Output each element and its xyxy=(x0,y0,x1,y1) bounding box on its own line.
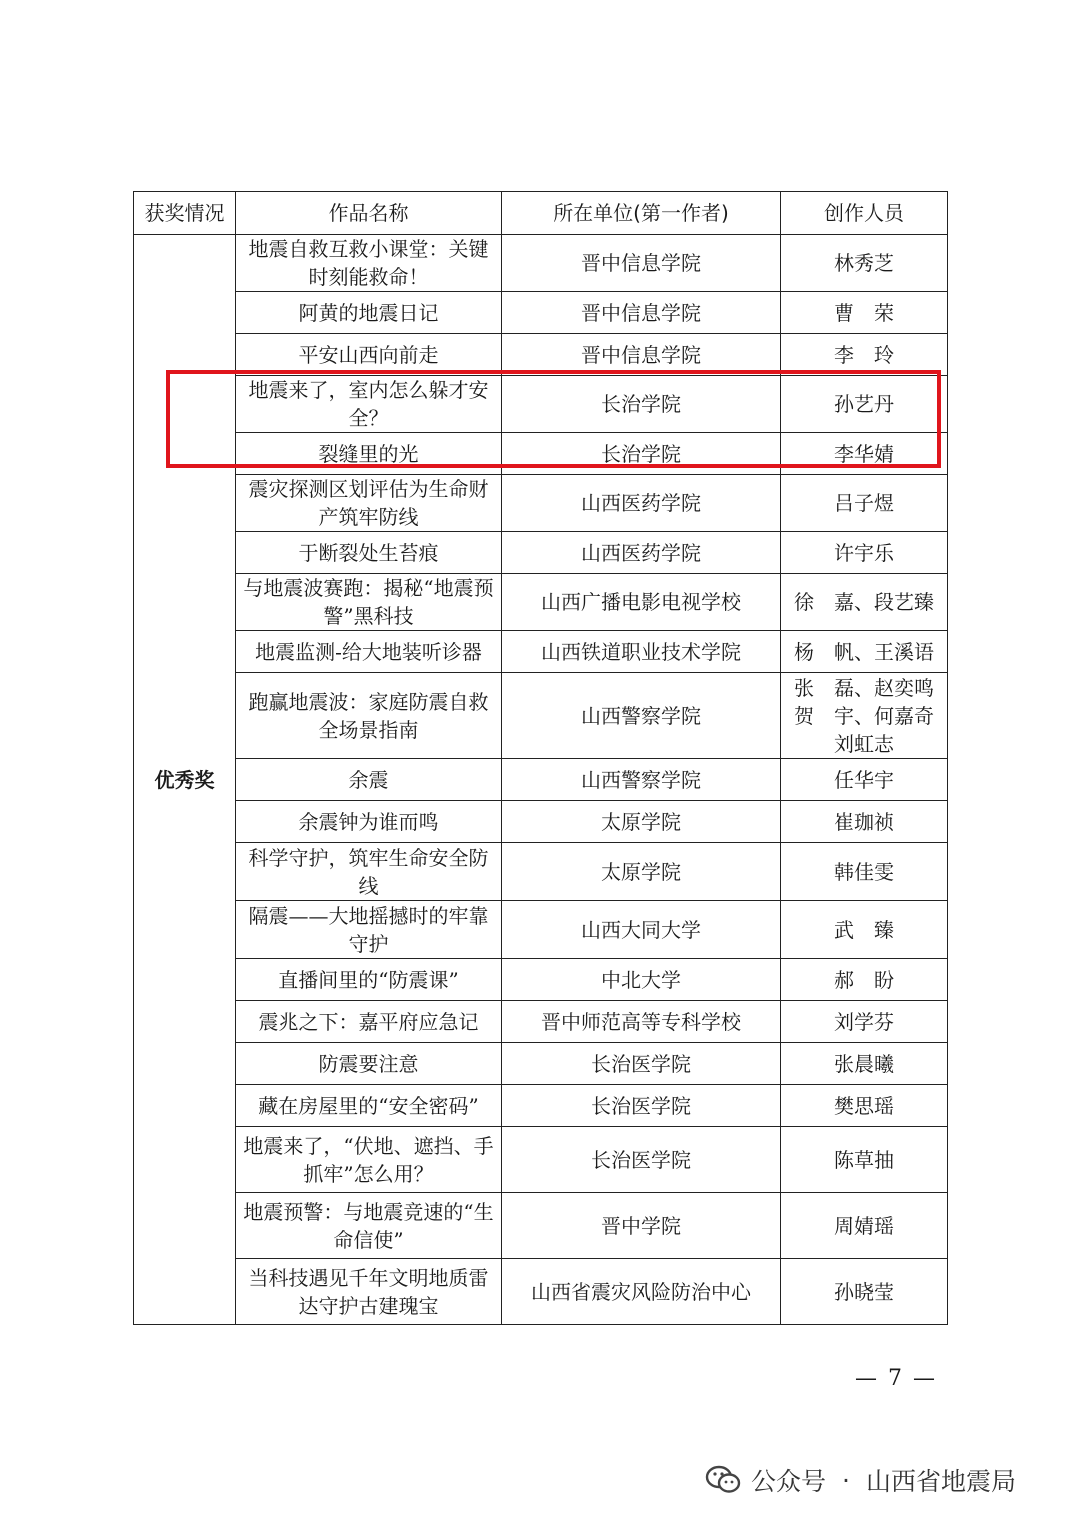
table-row xyxy=(134,673,948,759)
wechat-icon xyxy=(705,1464,743,1496)
award-level-cell: 优秀奖 xyxy=(134,235,236,1325)
authors-cell: 曹 荣 xyxy=(781,292,948,334)
title-cell: 跑赢地震波：家庭防震自救全场景指南 xyxy=(236,673,502,759)
table-body xyxy=(134,235,948,1325)
header-award: 获奖情况 xyxy=(134,192,236,235)
authors-cell: 徐 嘉、段艺臻 xyxy=(781,574,948,631)
header-authors: 创作人员 xyxy=(781,192,948,235)
title-cell: 与地震波赛跑：揭秘“地震预警”黑科技 xyxy=(236,574,502,631)
title-cell: 裂缝里的光 xyxy=(236,433,502,475)
footer-account: 山西省地震局 xyxy=(865,1467,1016,1496)
unit-cell: 山西大同大学 xyxy=(502,901,781,959)
unit-cell: 晋中信息学院 xyxy=(502,292,781,334)
award-table xyxy=(133,191,948,1325)
authors-cell: 许宇乐 xyxy=(781,532,948,574)
title-cell: 科学守护，筑牢生命安全防线 xyxy=(236,843,502,901)
unit-cell: 晋中学院 xyxy=(502,1193,781,1259)
table-row xyxy=(134,801,948,843)
title-cell: 地震自救互救小课堂：关键时刻能救命！ xyxy=(236,235,502,292)
authors-cell: 武 臻 xyxy=(781,901,948,959)
unit-cell: 长治医学院 xyxy=(502,1127,781,1193)
table-row xyxy=(134,475,948,532)
title-cell: 地震预警：与地震竞速的“生命信使” xyxy=(236,1193,502,1259)
footer-separator: · xyxy=(842,1465,850,1495)
table-row xyxy=(134,959,948,1001)
title-cell: 地震监测-给大地装听诊器 xyxy=(236,631,502,673)
authors-cell: 张 磊、赵奕鸣贺 宇、何嘉奇刘虹志 xyxy=(781,673,948,759)
unit-cell: 晋中师范高等专科学校 xyxy=(502,1001,781,1043)
authors-cell: 樊思瑶 xyxy=(781,1085,948,1127)
table-row xyxy=(134,532,948,574)
authors-cell: 崔珈祯 xyxy=(781,801,948,843)
authors-cell: 孙艺丹 xyxy=(781,376,948,433)
title-cell: 地震来了，室内怎么躲才安全？ xyxy=(236,376,502,433)
table-row xyxy=(134,1085,948,1127)
unit-cell: 山西医药学院 xyxy=(502,532,781,574)
authors-cell: 韩佳雯 xyxy=(781,843,948,901)
table-row xyxy=(134,1259,948,1325)
authors-cell: 郝 盼 xyxy=(781,959,948,1001)
unit-cell: 长治学院 xyxy=(502,433,781,475)
authors-cell: 周婧瑶 xyxy=(781,1193,948,1259)
title-cell: 隔震——大地摇撼时的牢靠守护 xyxy=(236,901,502,959)
unit-cell: 长治学院 xyxy=(502,376,781,433)
unit-cell: 山西警察学院 xyxy=(502,759,781,801)
table-row xyxy=(134,292,948,334)
authors-cell: 林秀芝 xyxy=(781,235,948,292)
unit-cell: 太原学院 xyxy=(502,843,781,901)
table-header-row xyxy=(134,192,948,235)
table-row xyxy=(134,759,948,801)
table-row xyxy=(134,574,948,631)
authors-cell: 李 玲 xyxy=(781,334,948,376)
authors-cell: 刘学芬 xyxy=(781,1001,948,1043)
title-cell: 震兆之下：嘉平府应急记 xyxy=(236,1001,502,1043)
header-title: 作品名称 xyxy=(236,192,502,235)
table-row xyxy=(134,376,948,433)
unit-cell: 太原学院 xyxy=(502,801,781,843)
authors-cell: 陈草抽 xyxy=(781,1127,948,1193)
unit-cell: 山西省震灾风险防治中心 xyxy=(502,1259,781,1325)
table-row xyxy=(134,433,948,475)
page-number: — 7 — xyxy=(855,1366,937,1391)
authors-cell: 任华宇 xyxy=(781,759,948,801)
unit-cell: 晋中信息学院 xyxy=(502,334,781,376)
title-cell: 藏在房屋里的“安全密码” xyxy=(236,1085,502,1127)
title-cell: 直播间里的“防震课” xyxy=(236,959,502,1001)
unit-cell: 山西广播电影电视学校 xyxy=(502,574,781,631)
table-row xyxy=(134,843,948,901)
title-cell: 阿黄的地震日记 xyxy=(236,292,502,334)
authors-cell: 吕子煜 xyxy=(781,475,948,532)
table-row xyxy=(134,1043,948,1085)
table-row xyxy=(134,631,948,673)
table-row xyxy=(134,1001,948,1043)
unit-cell: 长治医学院 xyxy=(502,1085,781,1127)
authors-cell: 张晨曦 xyxy=(781,1043,948,1085)
title-cell: 平安山西向前走 xyxy=(236,334,502,376)
unit-cell: 晋中信息学院 xyxy=(502,235,781,292)
table-row xyxy=(134,901,948,959)
footer xyxy=(705,1460,1016,1500)
title-cell: 余震钟为谁而鸣 xyxy=(236,801,502,843)
title-cell: 当科技遇见千年文明地质雷达守护古建瑰宝 xyxy=(236,1259,502,1325)
unit-cell: 山西铁道职业技术学院 xyxy=(502,631,781,673)
table-row xyxy=(134,334,948,376)
title-cell: 地震来了，“伏地、遮挡、手抓牢”怎么用？ xyxy=(236,1127,502,1193)
unit-cell: 中北大学 xyxy=(502,959,781,1001)
authors-cell: 杨 帆、王溪语 xyxy=(781,631,948,673)
title-cell: 于断裂处生苔痕 xyxy=(236,532,502,574)
table-row xyxy=(134,1193,948,1259)
unit-cell: 长治医学院 xyxy=(502,1043,781,1085)
title-cell: 余震 xyxy=(236,759,502,801)
unit-cell: 山西警察学院 xyxy=(502,673,781,759)
table-row xyxy=(134,235,948,292)
title-cell: 震灾探测区划评估为生命财产筑牢防线 xyxy=(236,475,502,532)
unit-cell: 山西医药学院 xyxy=(502,475,781,532)
footer-label: 公众号 xyxy=(751,1467,827,1496)
title-cell: 防震要注意 xyxy=(236,1043,502,1085)
table-row xyxy=(134,1127,948,1193)
authors-cell: 李华婧 xyxy=(781,433,948,475)
authors-cell: 孙晓莹 xyxy=(781,1259,948,1325)
header-unit: 所在单位(第一作者) xyxy=(502,192,781,235)
